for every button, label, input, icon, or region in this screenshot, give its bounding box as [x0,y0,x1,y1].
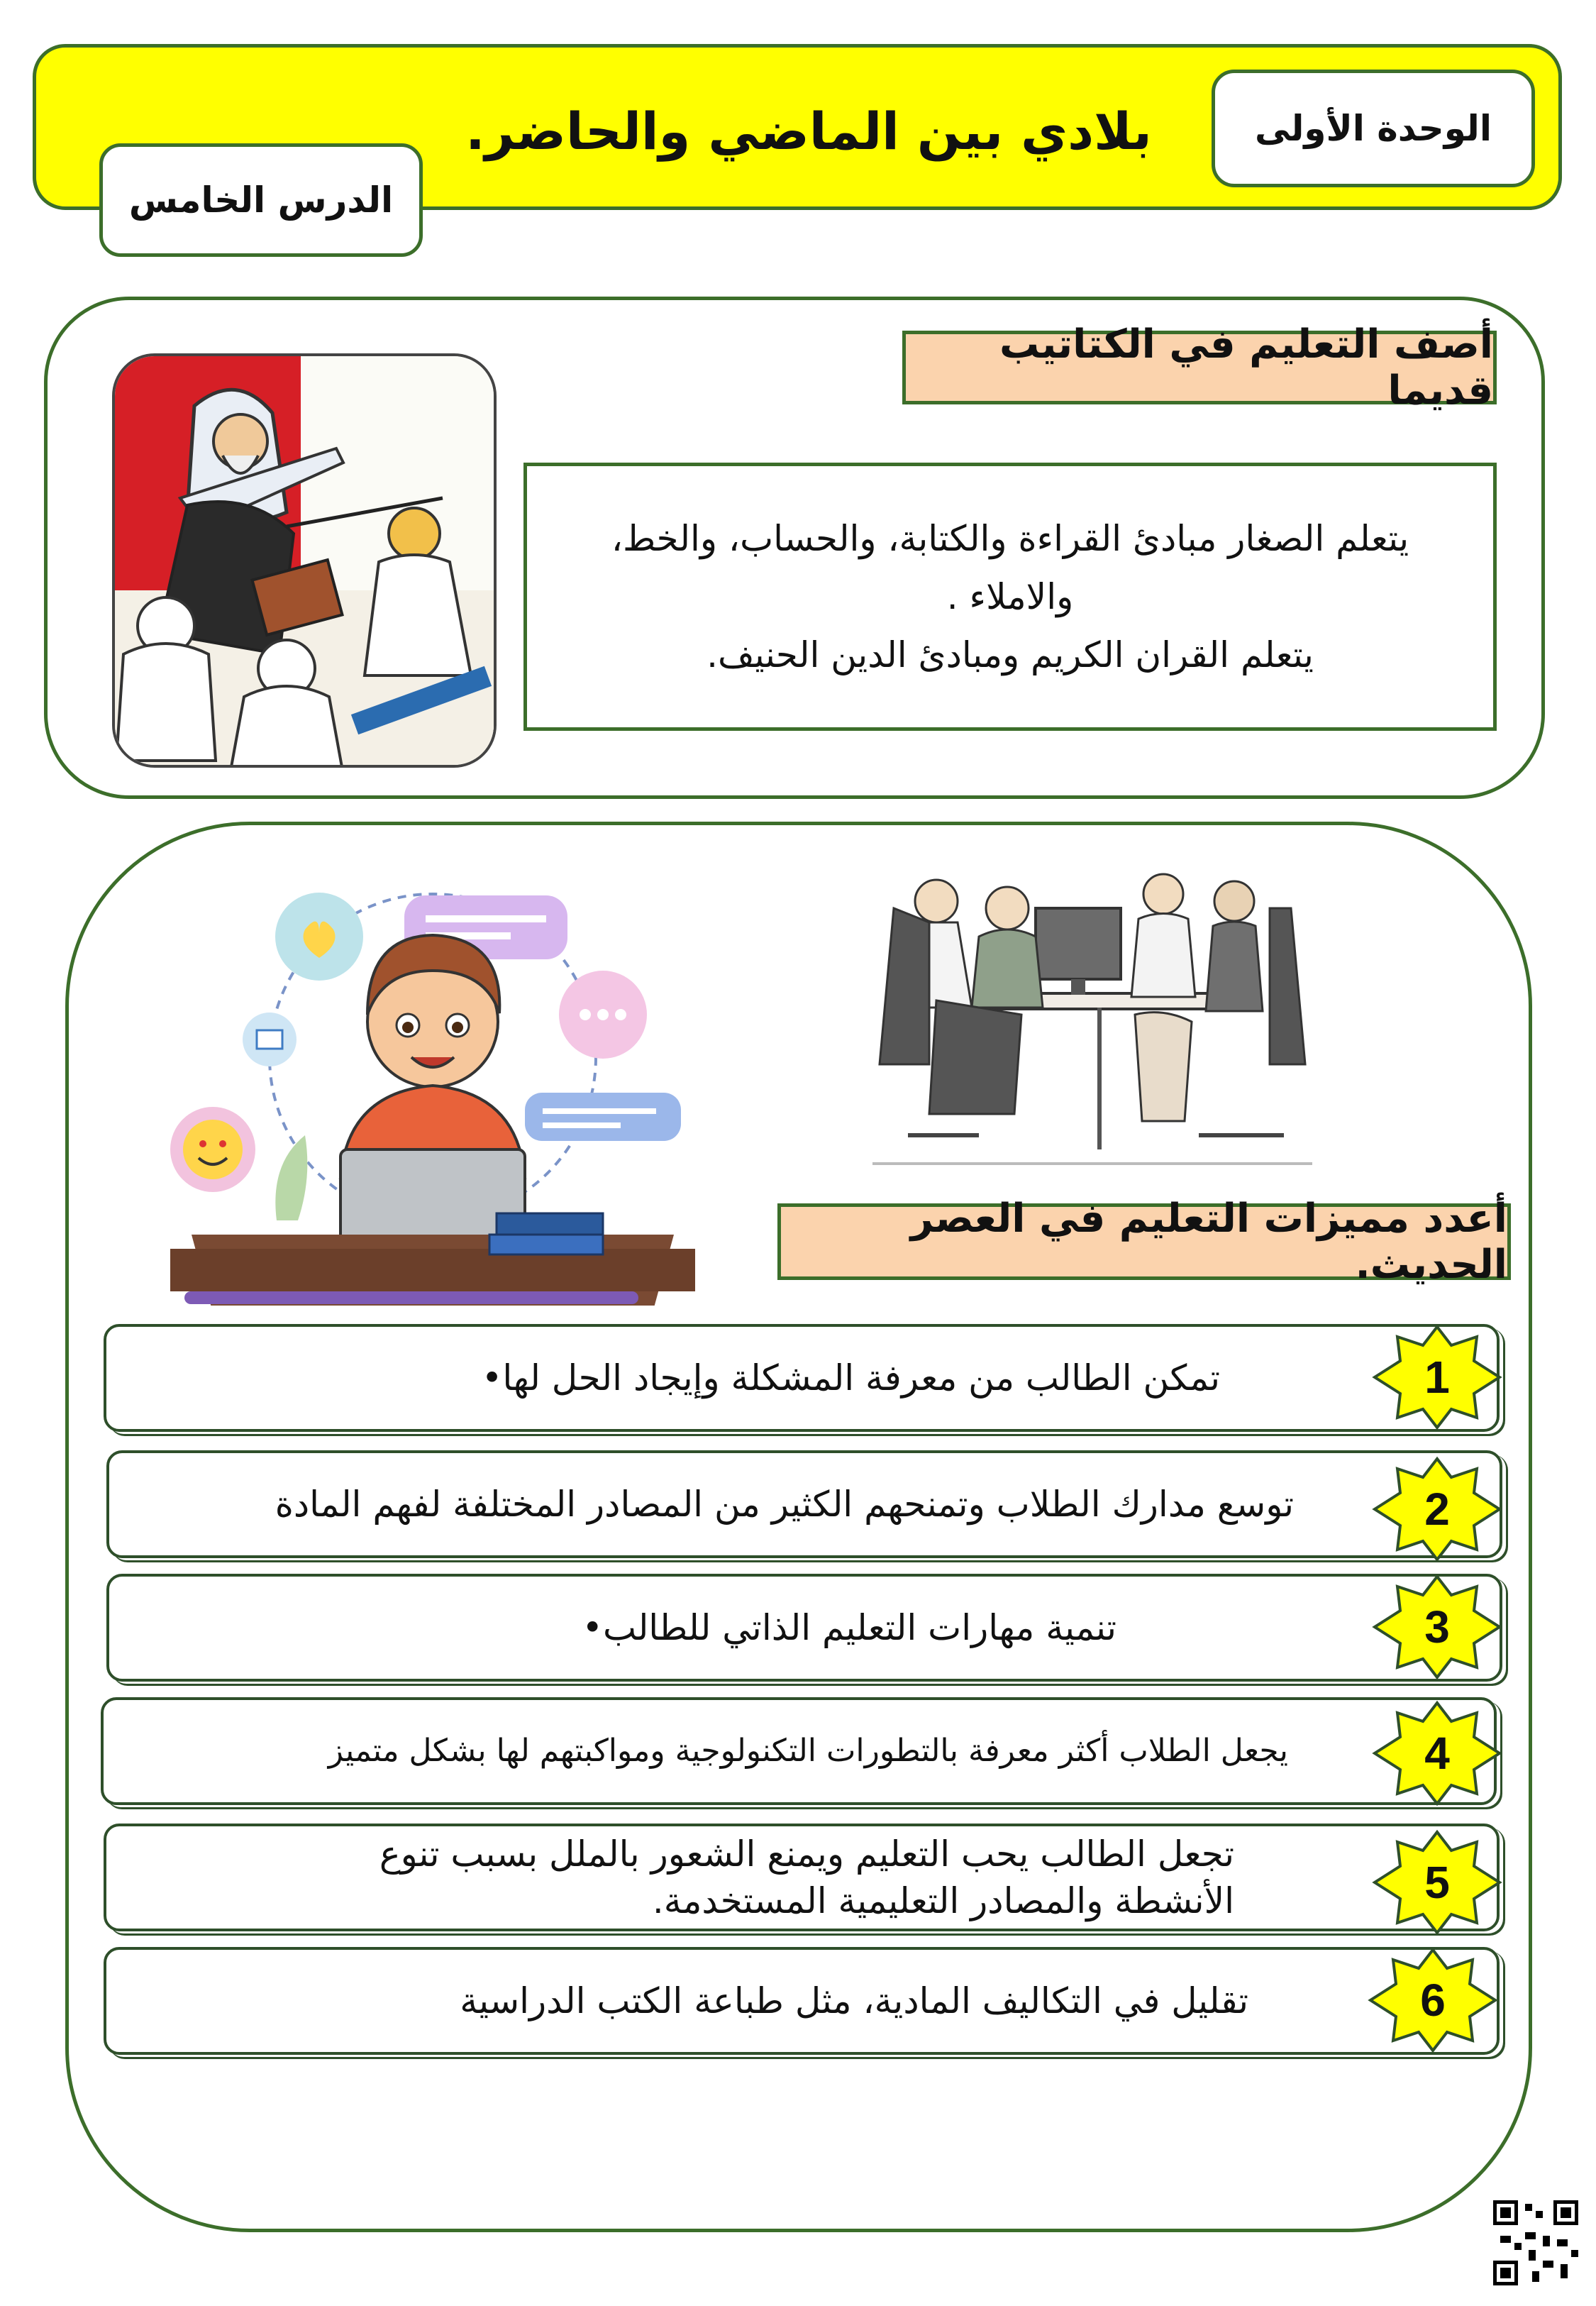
answer-line: والاملاء . [946,576,1074,617]
list-item-text: تجعل الطالب يحب التعليم ويمنع الشعور بالملل بسبب تنوع الأنشطة والمصادر التعليمية المستخدمة. [379,1833,1234,1921]
number-label: 3 [1424,1601,1450,1653]
number-label: 2 [1424,1484,1450,1535]
list-item [104,1824,1500,1931]
answer-line: يتعلم الصغار مبادئ القراءة والكتابة، والحساب، والخط، [611,518,1409,559]
number-badge [1372,1829,1502,1936]
list-item [104,1947,1500,2055]
list-item-text: تقليل في التكاليف المادية، مثل طباعة الكتب الدراسية [460,1980,1248,2021]
list-item [106,1574,1502,1682]
answer-line: يتعلم القران الكريم ومبادئ الدين الحنيف. [706,634,1314,675]
office-meeting-illustration [865,866,1319,1178]
unit-label: الوحدة الأولى [1212,70,1535,187]
kuttab-teacher-illustration [112,353,497,768]
number-badge [1372,1700,1502,1806]
number-label: 6 [1420,1975,1446,2026]
kuttab-answer-box [523,463,1497,731]
number-badge [1372,1456,1502,1562]
lesson-label: الدرس الخامس [99,143,423,257]
student-laptop-illustration [170,880,695,1306]
list-item-text: يجعل الطلاب أكثر معرفة بالتطورات التكنولوجية ومواكبتهم لها بشكل متميز [328,1733,1288,1769]
list-item-text: توسع مدارك الطلاب وتمنحهم الكثير من المصادر المختلفة لفهم المادة [275,1484,1294,1525]
list-item [104,1324,1500,1432]
number-label: 5 [1424,1857,1450,1908]
number-label: 4 [1424,1728,1450,1779]
kuttab-question: أصف التعليم في الكتاتيب قديما [902,331,1497,404]
list-item-text: تنمية مهارات التعليم الذاتي للطالب• [582,1607,1116,1648]
modern-education-question: أعدد مميزات التعليم في العصر الحديث. [777,1203,1511,1280]
number-label: 1 [1424,1352,1450,1403]
qr-code[interactable] [1490,2197,1582,2289]
number-badge [1368,1947,1498,2053]
list-item [101,1697,1497,1805]
list-item-text: تمكن الطالب من معرفة المشكلة وإيجاد الحل لها• [481,1357,1220,1399]
page-title: بلادي بين الماضي والحاضر. [465,101,1152,161]
number-badge [1372,1574,1502,1680]
list-item [106,1450,1502,1558]
number-badge [1372,1324,1502,1430]
